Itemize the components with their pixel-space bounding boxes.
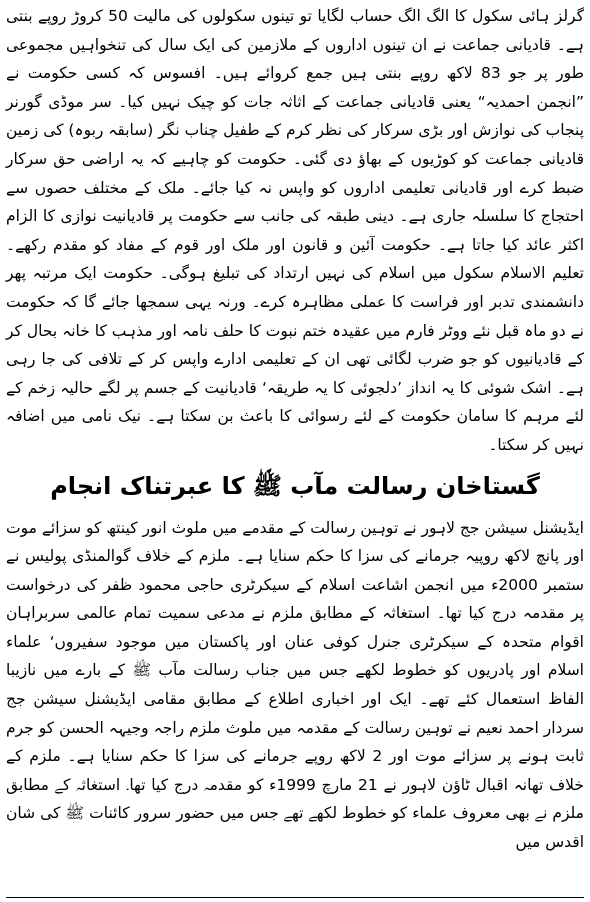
document-page	[6, 2, 584, 898]
bottom-rule	[6, 897, 584, 898]
article-paragraph-2: ایڈیشنل سیشن جج لاہور نے توہین رسالت کے مقدمے میں ملوث انور کینتھ کو سزائے موت اور پانچ لاکھ روپیہ جرمانے کی سزا کا حکم سنایا ہے۔ ملزم کے خلاف گوالمنڈی پولیس نے ستمبر 2000ء میں انجمن اشاعت اسلام کے سیکرٹری حاجی محمود ظفر کی درخواست پر مقدمہ درج کیا تھا۔ استغاثہ کے مطابق ملزم نے مدعی سمیت تمام عالمی سربراہان اقوام متحدہ کے سیکرٹری جنرل کوفی عنان اور پاکستان میں موجود سفیروں‘ علماء اسلام اور پادریوں کو خطوط لکھے جس میں جناب رسالت مآب ﷺ کے بارے میں نازیبا الفاظ استعمال کئے تھے۔ ایک اور اخباری اطلاع کے مطابق مقامی ایڈیشنل سیشن جج سردار احمد نعیم نے توہین رسالت کے مقدمہ میں ملوث ملزم راجہ وجیہہ الحسن کو جرم ثابت ہونے پر سزائے موت اور 2 لاکھ روپے جرمانے کی سزا کا حکم سنایا ہے۔ ملزم کے خلاف تھانہ اقبال ٹاؤن لاہور نے 21 مارچ 1999ء کو مقدمہ درج کیا تھا۔ استغاثہ کے مطابق ملزم نے بھی معروف علماء کو خطوط لکھے تھے جس میں حضور سرور کائنات ﷺ کی شان اقدس میں	[6, 518, 584, 852]
article-paragraph-1: گرلز ہائی سکول کا الگ الگ حساب لگایا تو تینوں سکولوں کی مالیت 50 کروڑ روپے بنتی ہے۔ قادیانی جماعت نے ان تینوں اداروں کے ملازمین کی ایک سال کی تنخواہیں مجموعی طور پر جو 83 لاکھ روپے بنتی ہیں جمع کروائے ہیں۔ افسوس کہ کسی حکومت نے ”انجمن احمدیہ“ یعنی قادیانی جماعت کے اثاثہ جات کو چیک نہیں کیا۔ سر موڈی گورنر پنجاب کی نوازش اور بڑی سرکار کی نظر کرم کے طفیل چناب نگر (سابقہ ربوہ) کی زمین قادیانی جماعت کو کوڑیوں کے بھاؤ دی گئی۔ حکومت کو چاہیے کہ یہ اراضی حق سرکار ضبط کرے اور قادیانی تعلیمی اداروں کو واپس نہ کیا جائے۔ ملک کے مختلف حصوں سے احتجاج کا سلسلہ جاری ہے۔ دینی طبقہ کی جانب سے حکومت پر قادیانیت نوازی کا الزام اکثر عائد کیا جاتا ہے۔ حکومت آئین و قانون اور ملک اور قوم کے مفاد کو مقدم رکھے۔ تعلیم الاسلام سکول میں اسلام کی نہیں ارتداد کی تبلیغ ہوگی۔ حکومت ایک مرتبہ پھر دانشمندی تدبر اور فراست کا عملی مظاہرہ کرے۔ ورنہ یہی سمجھا جائے گا کہ حکومت نے دو ماہ قبل نئے ووٹر فارم میں عقیدہ ختم نبوت کا حلف نامہ اور مذہب کا خانہ بحال کر کے قادیانیوں کو جو ضرب لگائی تھی ان کے تعلیمی ادارے واپس کر کے تلافی کی جا رہی ہے۔ اشک شوئی کا یہ انداز ’دلجوئی کا یہ طریقہ‘ قادیانیت کے جسم پر لگے حالیہ زخم کے لئے مرہم کا سامان حکومت کے لئے رسوائی کا باعث بن سکتا ہے۔ نیک نامی میں اضافہ نہیں کر سکتا۔	[6, 7, 584, 454]
section-heading: گستاخان رسالت مآب ﷺ کا عبرتناک انجام	[50, 471, 540, 500]
